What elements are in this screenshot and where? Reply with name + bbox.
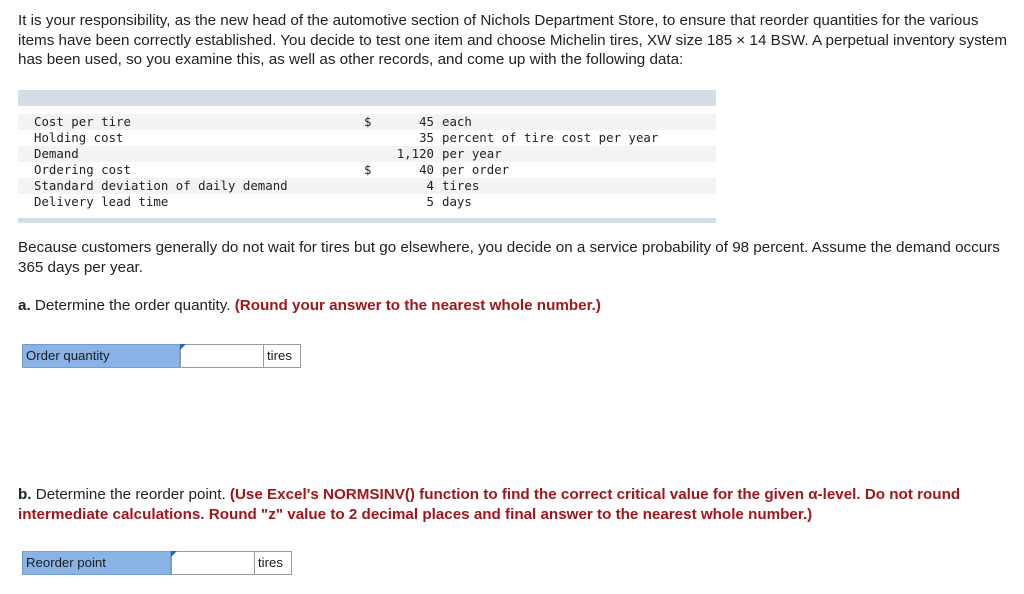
table-cell-label: Cost per tire [18, 114, 364, 130]
table-cell-currency: $ [364, 162, 372, 177]
table-cell-label: Standard deviation of daily demand [18, 178, 364, 194]
part-a-prefix: a. [18, 297, 31, 314]
part-b-question [18, 485, 1008, 524]
part-b-prefix: b. [18, 486, 32, 503]
order-quantity-unit: tires [264, 344, 301, 368]
table-cell-label: Holding cost [34, 130, 124, 145]
table-row [18, 146, 716, 162]
table-cell-value: 1,120 [388, 146, 442, 162]
table-cell-currency [364, 130, 388, 146]
order-quantity-label: Order quantity [22, 344, 180, 368]
table-row [18, 114, 716, 130]
table-cell-label: Demand [18, 146, 364, 162]
table-cell-currency: $ [364, 114, 388, 130]
order-quantity-input[interactable] [180, 344, 264, 368]
table-cell-currency [364, 146, 388, 162]
reorder-point-input-wrap [171, 551, 255, 575]
table-cell-value: 35 [419, 130, 434, 145]
part-a-question-text: Determine the order quantity. [30, 297, 235, 314]
table-cell-unit: each [442, 114, 716, 130]
problem-intro: It is your responsibility, as the new head of the automotive section of Nichols Department Store, to ensure that reorder quantities for the various items have been correctly established. You decide to test one item and choose Michelin tires, XW size 185 × 14 BSW. A perpetual inventory system has been used, so you examine this, as well as other records, and come up with the following data: [18, 12, 1007, 69]
order-quantity-answer-row [22, 344, 301, 368]
reorder-point-answer-row [22, 551, 292, 575]
table-cell-unit: days [442, 194, 472, 209]
order-quantity-input-wrap [180, 344, 264, 368]
table-cell-value: 45 [388, 114, 442, 130]
table-cell-currency [364, 194, 388, 210]
table-cell-unit: per order [442, 162, 510, 177]
part-b-question-text: Determine the reorder point. [31, 486, 230, 503]
table-row [18, 194, 716, 210]
table-cell-value: 5 [426, 194, 434, 209]
table-row [18, 178, 716, 194]
table-row [18, 130, 716, 146]
data-table [18, 90, 716, 223]
reorder-point-label: Reorder point [22, 551, 171, 575]
table-cell-unit: percent of tire cost per year [442, 130, 659, 145]
table-cell-unit: tires [442, 178, 716, 194]
reorder-point-input[interactable] [171, 551, 255, 575]
part-a-note: (Round your answer to the nearest whole number.) [234, 297, 601, 314]
reorder-point-unit: tires [255, 551, 292, 575]
table-cell-value: 40 [419, 162, 434, 177]
part-b-note: (Use Excel's NORMSINV() function to find the correct critical value for the given α-level. Do not round intermediate calculations. Round "z" value to 2 decimal places and final answer to the nearest whole number.) [18, 486, 961, 523]
table-cell-currency [364, 178, 388, 194]
table-cell-label: Ordering cost [34, 162, 131, 177]
part-a-question [18, 296, 1008, 316]
table-cell-value: 4 [388, 178, 442, 194]
table-row [18, 162, 716, 178]
table-cell-label: Delivery lead time [34, 194, 169, 209]
table-header-bar [18, 90, 716, 106]
table-cell-unit: per year [442, 146, 716, 162]
table-footer-bar [18, 218, 716, 223]
service-paragraph: Because customers generally do not wait for tires but go elsewhere, you decide on a service probability of 98 percent. Assume the demand occurs 365 days per year. [18, 239, 1000, 276]
